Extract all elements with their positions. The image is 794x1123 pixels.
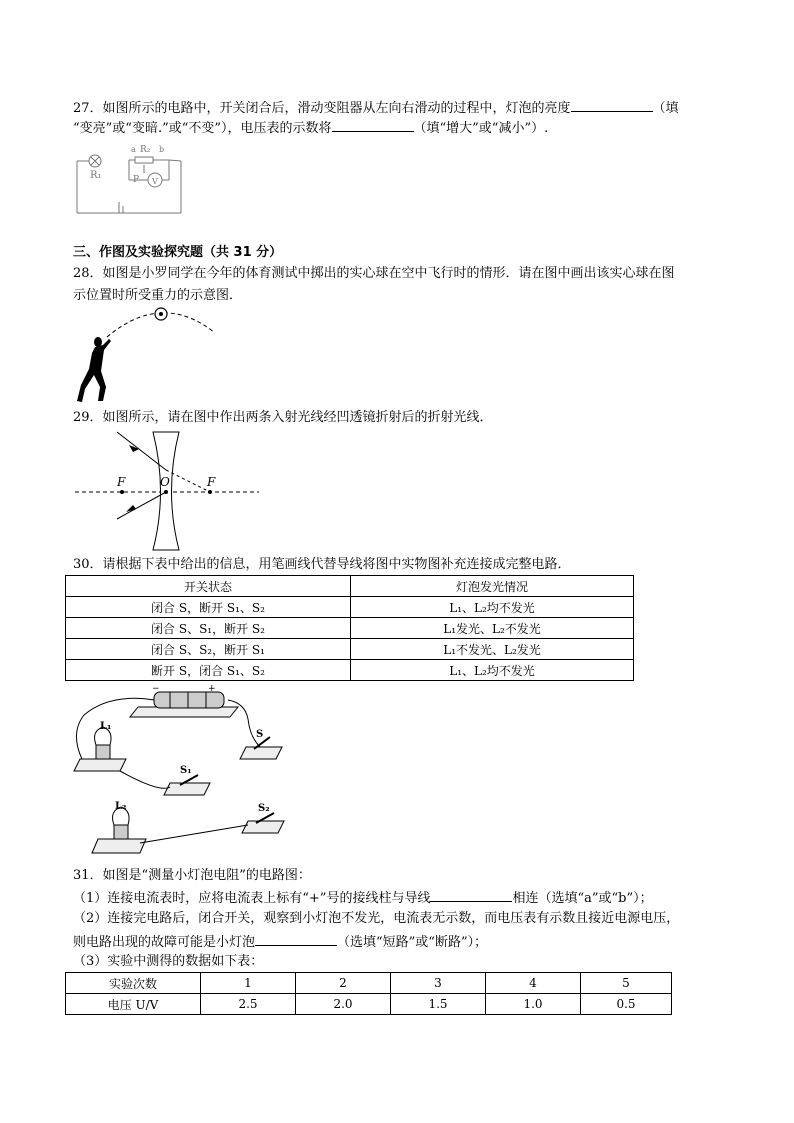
q27-text2b: （填“增大”或“减小”）. bbox=[413, 121, 549, 136]
q31-text4b: （选填“短路”或“断路”）； bbox=[337, 935, 488, 950]
q27-blank-voltmeter[interactable] bbox=[332, 117, 414, 132]
table-cell: L₁不发光、L₂发光 bbox=[351, 639, 634, 660]
q30-label-minus: − bbox=[152, 684, 160, 694]
table-cell: 闭合 S，断开 S₁、S₂ bbox=[66, 597, 351, 618]
q31-line1: 31．如图是“测量小灯泡电阻”的电路图： bbox=[73, 868, 311, 883]
q31-line4 bbox=[73, 931, 487, 953]
q30-label-plus: + bbox=[208, 684, 216, 694]
q30-table bbox=[65, 575, 634, 681]
table-cell: 1.5 bbox=[391, 994, 486, 1015]
q27-text1a: 27．如图所示的电路中，开关闭合后，滑动变阻器从左向右滑动的过程中，灯泡的亮度 bbox=[73, 101, 571, 116]
q27-text2a: “变亮”或“变暗.”或“不变”），电压表的示数将 bbox=[73, 121, 332, 136]
table-row bbox=[66, 994, 672, 1015]
q31-line5: （3）实验中测得的数据如下表： bbox=[73, 954, 264, 969]
q27-label-r2: R₂ bbox=[140, 145, 151, 155]
q31-blank-terminal[interactable] bbox=[430, 887, 512, 902]
table-header-cell: 1 bbox=[201, 973, 296, 994]
q30-label-l2: L₂ bbox=[115, 801, 127, 812]
q30-line1: 30．请根据下表中给出的信息，用笔画线代替导线将图中实物图补充连接成完整电路． bbox=[73, 557, 571, 572]
q29-label-o: O bbox=[160, 475, 170, 489]
q27-circuit-figure bbox=[73, 140, 185, 218]
table-cell: 电压 U/V bbox=[66, 994, 201, 1015]
q29-label-f-right: F bbox=[207, 475, 216, 489]
q27-label-v: V bbox=[152, 177, 158, 186]
table-header-cell: 3 bbox=[391, 973, 486, 994]
table-cell: 断开 S，闭合 S₁、S₂ bbox=[66, 660, 351, 681]
q31-table bbox=[65, 972, 672, 1015]
table-header-cell: 5 bbox=[581, 973, 672, 994]
q30-label-s: S bbox=[256, 729, 264, 740]
q31-text2b: 相连（选填“a”或“b”）； bbox=[512, 891, 653, 906]
table-row bbox=[66, 973, 672, 994]
table-cell: 2.5 bbox=[201, 994, 296, 1015]
table-cell: 1.0 bbox=[486, 994, 581, 1015]
table-header-cell: 开关状态 bbox=[66, 576, 351, 597]
q30-label-l1: L₁ bbox=[100, 721, 112, 732]
table-row bbox=[66, 597, 634, 618]
table-header-cell: 灯泡发光情况 bbox=[351, 576, 634, 597]
q30-label-s1: S₁ bbox=[180, 765, 192, 776]
table-cell: 2.0 bbox=[296, 994, 391, 1015]
table-header-cell: 实验次数 bbox=[66, 973, 201, 994]
q29-label-f-left: F bbox=[117, 475, 126, 489]
q28-line2: 示位置时所受重力的示意图． bbox=[73, 288, 243, 303]
q27-line2 bbox=[73, 117, 548, 139]
table-header-cell: 2 bbox=[296, 973, 391, 994]
q27-text1b: （填 bbox=[652, 101, 679, 116]
q27-label-b: b bbox=[159, 145, 165, 154]
q28-line1: 28．如图是小罗同学在今年的体育测试中掷出的实心球在空中飞行时的情形．请在图中画出该实心球在图 bbox=[73, 266, 675, 281]
q27-label-a: a bbox=[131, 145, 136, 154]
q31-line3: （2）连接完电路后，闭合开关，观察到小灯泡不发光，电流表无示数，而电压表有示数且接近电源电压， bbox=[73, 911, 680, 926]
q27-blank-brightness[interactable] bbox=[571, 97, 653, 112]
q31-line2 bbox=[73, 887, 653, 909]
table-row bbox=[66, 660, 634, 681]
q29-figure-concave-lens bbox=[73, 430, 263, 552]
q31-text2a: （1）连接电流表时，应将电流表上标有“+”号的接线柱与导线 bbox=[73, 891, 431, 906]
table-cell: 闭合 S、S₂，断开 S₁ bbox=[66, 639, 351, 660]
q28-figure-thrower bbox=[73, 305, 223, 405]
table-row bbox=[66, 576, 634, 597]
table-cell: 闭合 S、S₁，断开 S₂ bbox=[66, 618, 351, 639]
q29-line1: 29．如图所示，请在图中作出两条入射光线经凹透镜折射后的折射光线． bbox=[73, 410, 493, 425]
table-cell: L₁发光、L₂不发光 bbox=[351, 618, 634, 639]
q30-label-s2: S₂ bbox=[258, 803, 270, 814]
table-cell: L₁、L₂均不发光 bbox=[351, 660, 634, 681]
table-cell: 0.5 bbox=[581, 994, 672, 1015]
table-header-cell: 4 bbox=[486, 973, 581, 994]
q31-blank-fault[interactable] bbox=[255, 931, 337, 946]
table-row bbox=[66, 618, 634, 639]
q27-label-r1: R₁ bbox=[90, 170, 102, 181]
q27-line1 bbox=[73, 97, 679, 119]
table-row bbox=[66, 639, 634, 660]
q27-label-p: P bbox=[133, 175, 140, 185]
section-3-title: 三、作图及实验探究题（共 31 分） bbox=[73, 245, 283, 260]
q30-figure-physical-circuit bbox=[70, 683, 310, 863]
q31-text4a: 则电路出现的故障可能是小灯泡 bbox=[73, 935, 256, 950]
table-cell: L₁、L₂均不发光 bbox=[351, 597, 634, 618]
